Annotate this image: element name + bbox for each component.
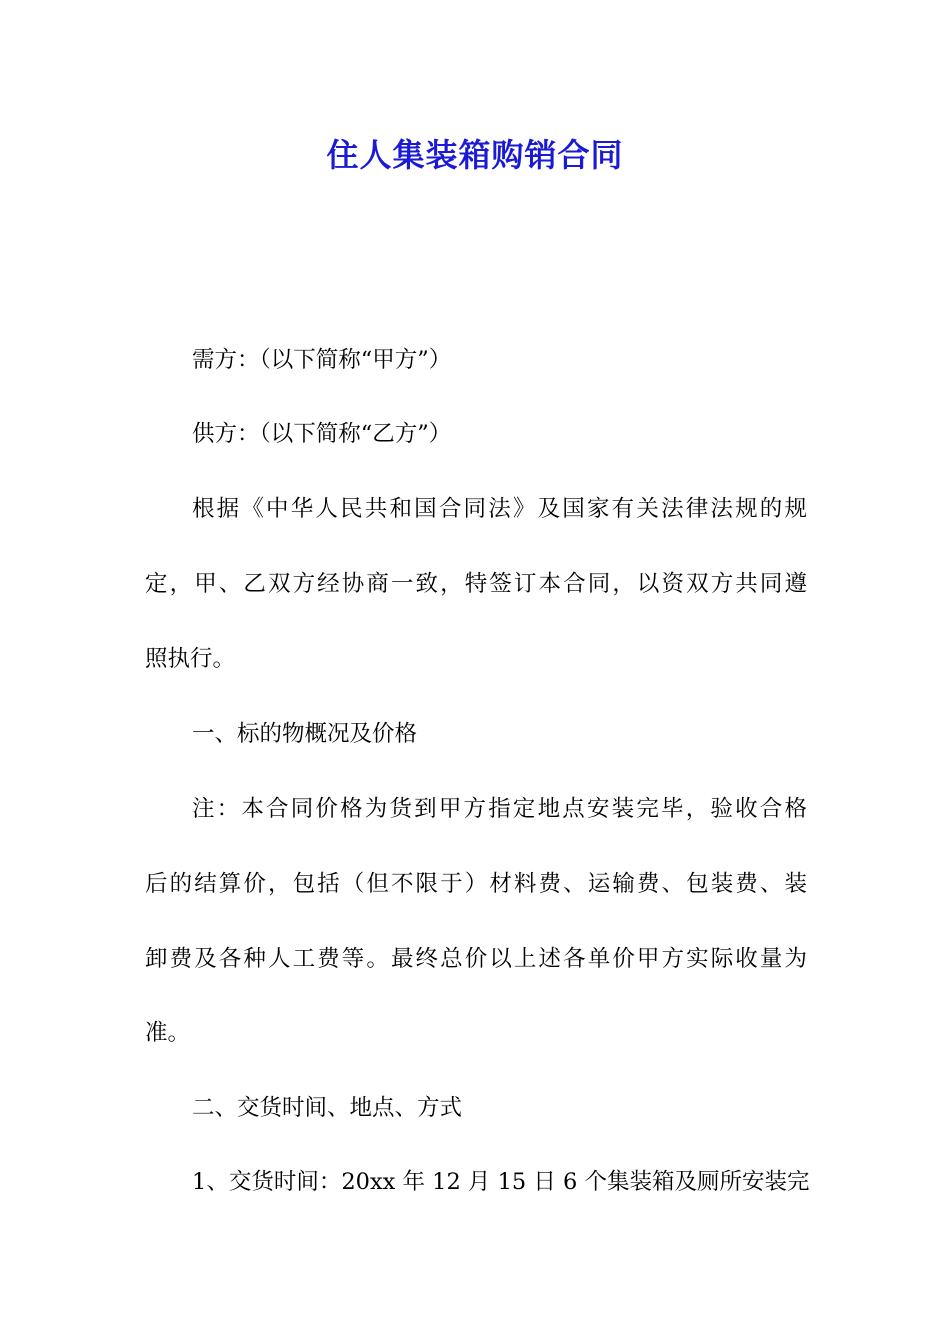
basis-paragraph-line-1: 根据《中华人民共和国合同法》及国家有关法律法规的规 <box>192 496 807 522</box>
note-paragraph-line-1: 注：本合同价格为货到甲方指定地点安装完毕，验收合格 <box>192 796 807 822</box>
buyer-line: 需方：（以下简称“甲方”） <box>192 347 452 373</box>
note-paragraph-line-2: 后的结算价，包括（但不限于）材料费、运输费、包装费、装 <box>145 871 807 897</box>
basis-paragraph-line-2: 定，甲、乙双方经协商一致，特签订本合同，以资双方共同遵 <box>145 571 807 597</box>
basis-paragraph-line-3: 照执行。 <box>145 646 236 672</box>
note-paragraph-line-3: 卸费及各种人工费等。最终总价以上述各单价甲方实际收量为 <box>145 946 807 972</box>
note-paragraph-line-4: 准。 <box>145 1020 191 1046</box>
supplier-line: 供方：（以下简称“乙方”） <box>192 421 452 447</box>
delivery-time-line: 1、交货时间：20xx 年 12 月 15 日 6 个集装箱及厕所安装完 <box>192 1169 810 1195</box>
section-1-heading: 一、标的物概况及价格 <box>192 721 418 747</box>
section-2-heading: 二、交货时间、地点、方式 <box>192 1095 463 1121</box>
document-title: 住人集装箱购销合同 <box>326 136 624 174</box>
